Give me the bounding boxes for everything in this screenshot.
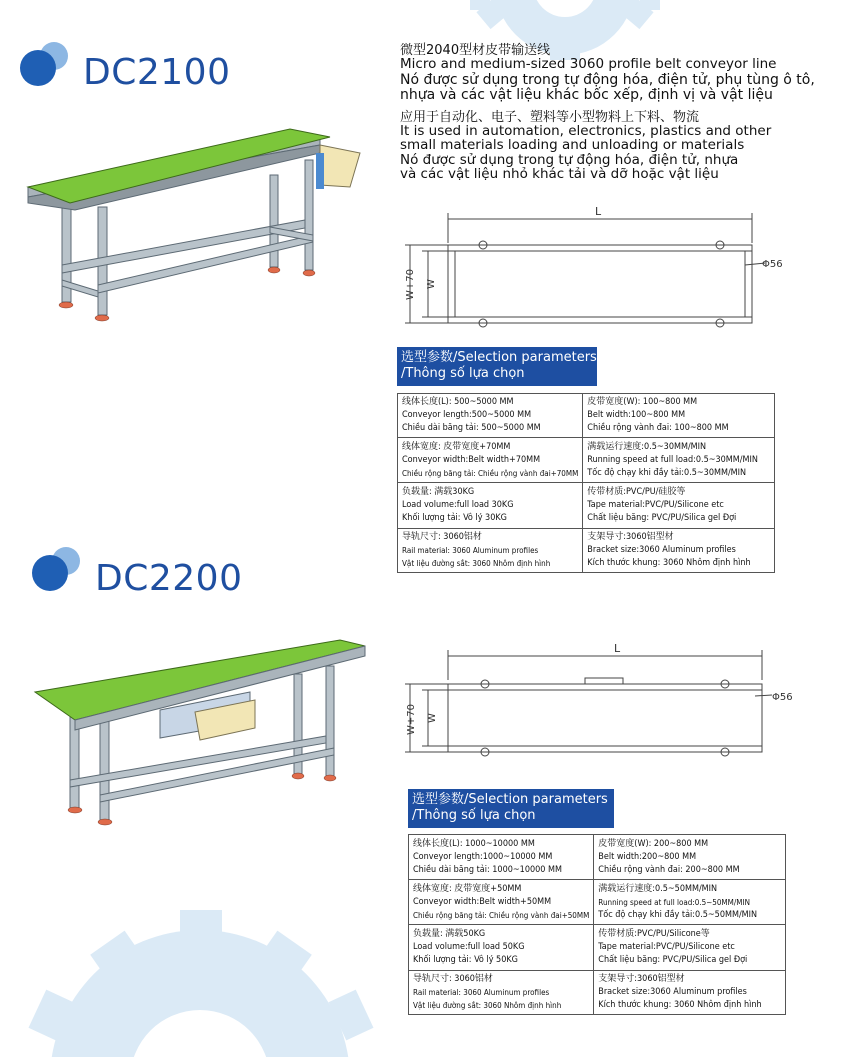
- table-row: [409, 971, 786, 1015]
- param-title: 选型参数/Selection parameters: [412, 792, 608, 807]
- param-line: 满载运行速度:0.5~30MM/MIN: [587, 441, 707, 452]
- param-header: [408, 789, 614, 828]
- conveyor-illustration: [20, 115, 370, 330]
- desc-en-line: Micro and medium-sized 3060 profile belt conveyor line: [400, 56, 777, 72]
- table-row: [409, 925, 786, 971]
- table-cell: [583, 438, 775, 483]
- param-line: Bracket size:3060 Aluminum profiles: [598, 987, 747, 997]
- param-line: Rail material: 3060 Aluminum profiles: [402, 546, 539, 555]
- dim-diameter-label: Φ56: [772, 692, 793, 703]
- table-cell: [594, 880, 786, 925]
- param-line: 满载运行速度:0.5~50MM/MIN: [598, 883, 718, 894]
- param-line: Load volume:full load 30KG: [402, 500, 514, 510]
- desc-vi-line: và các vật liệu nhỏ khác tải và dỡ hoặc vật liệu: [400, 166, 719, 182]
- param-line: Belt width:100~800 MM: [587, 410, 686, 420]
- param-line: Chiều rộng băng tải: Chiều rộng vành đai+70MM: [402, 468, 579, 478]
- param-line: Rail material: 3060 Aluminum profiles: [413, 988, 550, 997]
- param-line: Conveyor width:Belt width+70MM: [402, 454, 541, 465]
- param-line: 线体宽度: 皮带宽度+50MM: [413, 883, 522, 894]
- param-line: Chất liệu băng: PVC/PU/Silica gel Đợi: [587, 513, 737, 523]
- param-line: Vật liệu đường sắt: 3060 Nhôm định hình: [402, 559, 551, 568]
- param-table: [408, 834, 786, 1015]
- table-cell: [594, 971, 786, 1015]
- param-line: Load volume:full load 50KG: [413, 942, 525, 952]
- table-row: [409, 880, 786, 925]
- param-line: 支架导寸:3060铝型材: [587, 532, 674, 542]
- param-subtitle: /Thông số lựa chọn: [412, 808, 536, 823]
- table-cell: [583, 529, 775, 573]
- dim-diameter-label: Φ56: [762, 259, 783, 270]
- param-line: 线体宽度: 皮带宽度+70MM: [402, 441, 511, 452]
- table-cell: [409, 971, 594, 1015]
- param-line: Tốc độ chạy khi đầy tải:0.5~50MM/MIN: [598, 909, 758, 920]
- param-line: 负载量: 满载30KG: [402, 487, 475, 497]
- param-line: Running speed at full load:0.5~30MM/MIN: [587, 454, 758, 465]
- brand-logo-icon: [18, 40, 73, 90]
- param-line: Tape material:PVC/PU/Silicone etc: [598, 942, 735, 952]
- param-line: Khối lượng tải: Vô lý 30KG: [402, 513, 507, 523]
- param-line: Kích thước khung: 3060 Nhôm định hình: [587, 558, 751, 568]
- param-line: Bracket size:3060 Aluminum profiles: [587, 545, 736, 555]
- dim-width70-label: W+70: [405, 269, 416, 300]
- param-line: Chất liệu băng: PVC/PU/Silica gel Đợi: [598, 955, 748, 965]
- desc-en-line: small materials loading and unloading or materials: [400, 137, 745, 153]
- dim-width-label: W: [427, 713, 438, 723]
- table-row: [398, 483, 775, 529]
- desc-vi-line: nhựa và các vật liệu khác bốc xếp, định vị và vật liệu: [400, 86, 773, 103]
- dim-width70-label: W+70: [406, 704, 417, 735]
- table-cell: [594, 925, 786, 971]
- param-line: Chiều rộng vành đai: 200~800 MM: [598, 864, 740, 875]
- param-line: Tape material:PVC/PU/Silicone etc: [587, 500, 724, 510]
- param-line: Running speed at full load:0.5~50MM/MIN: [598, 897, 750, 907]
- table-row: [398, 394, 775, 438]
- table-row: [398, 438, 775, 483]
- param-line: Chiều dài băng tải: 1000~10000 MM: [413, 864, 562, 875]
- param-line: Chiều rộng vành đai: 100~800 MM: [587, 423, 729, 433]
- param-line: Vật liệu đường sắt: 3060 Nhôm định hình: [413, 1001, 562, 1010]
- param-line: Kích thước khung: 3060 Nhôm định hình: [598, 1000, 762, 1010]
- table-cell: [398, 529, 583, 573]
- dim-length-label: L: [595, 205, 602, 218]
- param-line: Belt width:200~800 MM: [598, 851, 697, 862]
- param-header: [397, 347, 597, 386]
- table-cell: [583, 483, 775, 529]
- dimension-drawing: [400, 203, 800, 333]
- param-line: Khối lượng tải: Vô lý 50KG: [413, 955, 518, 965]
- table-cell: [398, 483, 583, 529]
- param-line: 皮带宽度(W): 200~800 MM: [598, 838, 709, 849]
- param-line: Tốc độ chạy khi đầy tải:0.5~30MM/MIN: [587, 467, 747, 478]
- dim-width-label: W: [426, 279, 437, 289]
- param-title: 选型参数/Selection parameters: [401, 350, 597, 365]
- param-line: 导轨尺寸: 3060铝材: [413, 974, 493, 984]
- param-line: 导轨尺寸: 3060铝材: [402, 532, 482, 542]
- desc-vi-line: Nó được sử dụng trong tự động hóa, điện tử, nhựa: [400, 151, 739, 168]
- param-table: [397, 393, 775, 573]
- table-cell: [398, 438, 583, 483]
- desc-cn-line: 应用于自动化、电子、塑料等小型物料上下料、物流: [400, 109, 700, 125]
- table-cell: [398, 394, 583, 438]
- table-cell: [594, 835, 786, 880]
- table-cell: [583, 394, 775, 438]
- product-description: [400, 44, 840, 183]
- param-line: 皮带宽度(W): 100~800 MM: [587, 397, 698, 407]
- table-row: [398, 529, 775, 573]
- dimension-drawing: [400, 640, 800, 765]
- param-line: Chiều dài băng tải: 500~5000 MM: [402, 423, 541, 433]
- param-line: Conveyor width:Belt width+50MM: [413, 896, 552, 907]
- brand-logo-icon: [30, 545, 85, 595]
- param-line: Conveyor length:1000~10000 MM: [413, 851, 553, 862]
- param-line: 线体长度(L): 1000~10000 MM: [413, 838, 535, 849]
- param-line: 负载量: 满载50KG: [413, 929, 486, 939]
- table-row: [409, 835, 786, 880]
- desc-cn-line: 微型2040型材皮带输送线: [400, 43, 551, 58]
- param-line: Chiều rộng băng tải: Chiều rộng vành đai+50MM: [413, 910, 590, 920]
- param-line: 传带材质:PVC/PU/硅胶等: [587, 487, 686, 497]
- gear-decoration-bottom-icon: [0, 900, 400, 1057]
- desc-vi-line: Nó được sử dụng trong tự động hóa, điện tử, phụ tùng ô tô,: [400, 71, 815, 88]
- model-title: DC2200: [95, 558, 243, 599]
- table-cell: [409, 835, 594, 880]
- dim-length-label: L: [614, 642, 621, 655]
- model-title: DC2100: [83, 52, 231, 93]
- param-subtitle: /Thông số lựa chọn: [401, 366, 525, 381]
- table-cell: [409, 880, 594, 925]
- table-cell: [409, 925, 594, 971]
- param-line: 线体长度(L): 500~5000 MM: [402, 397, 514, 407]
- desc-en-line: It is used in automation, electronics, plastics and other: [400, 122, 772, 139]
- param-line: Conveyor length:500~5000 MM: [402, 410, 532, 420]
- conveyor-illustration: [30, 630, 380, 830]
- param-line: 支架导寸:3060铝型材: [598, 974, 685, 984]
- param-line: 传带材质:PVC/PU/Silicone等: [598, 929, 710, 939]
